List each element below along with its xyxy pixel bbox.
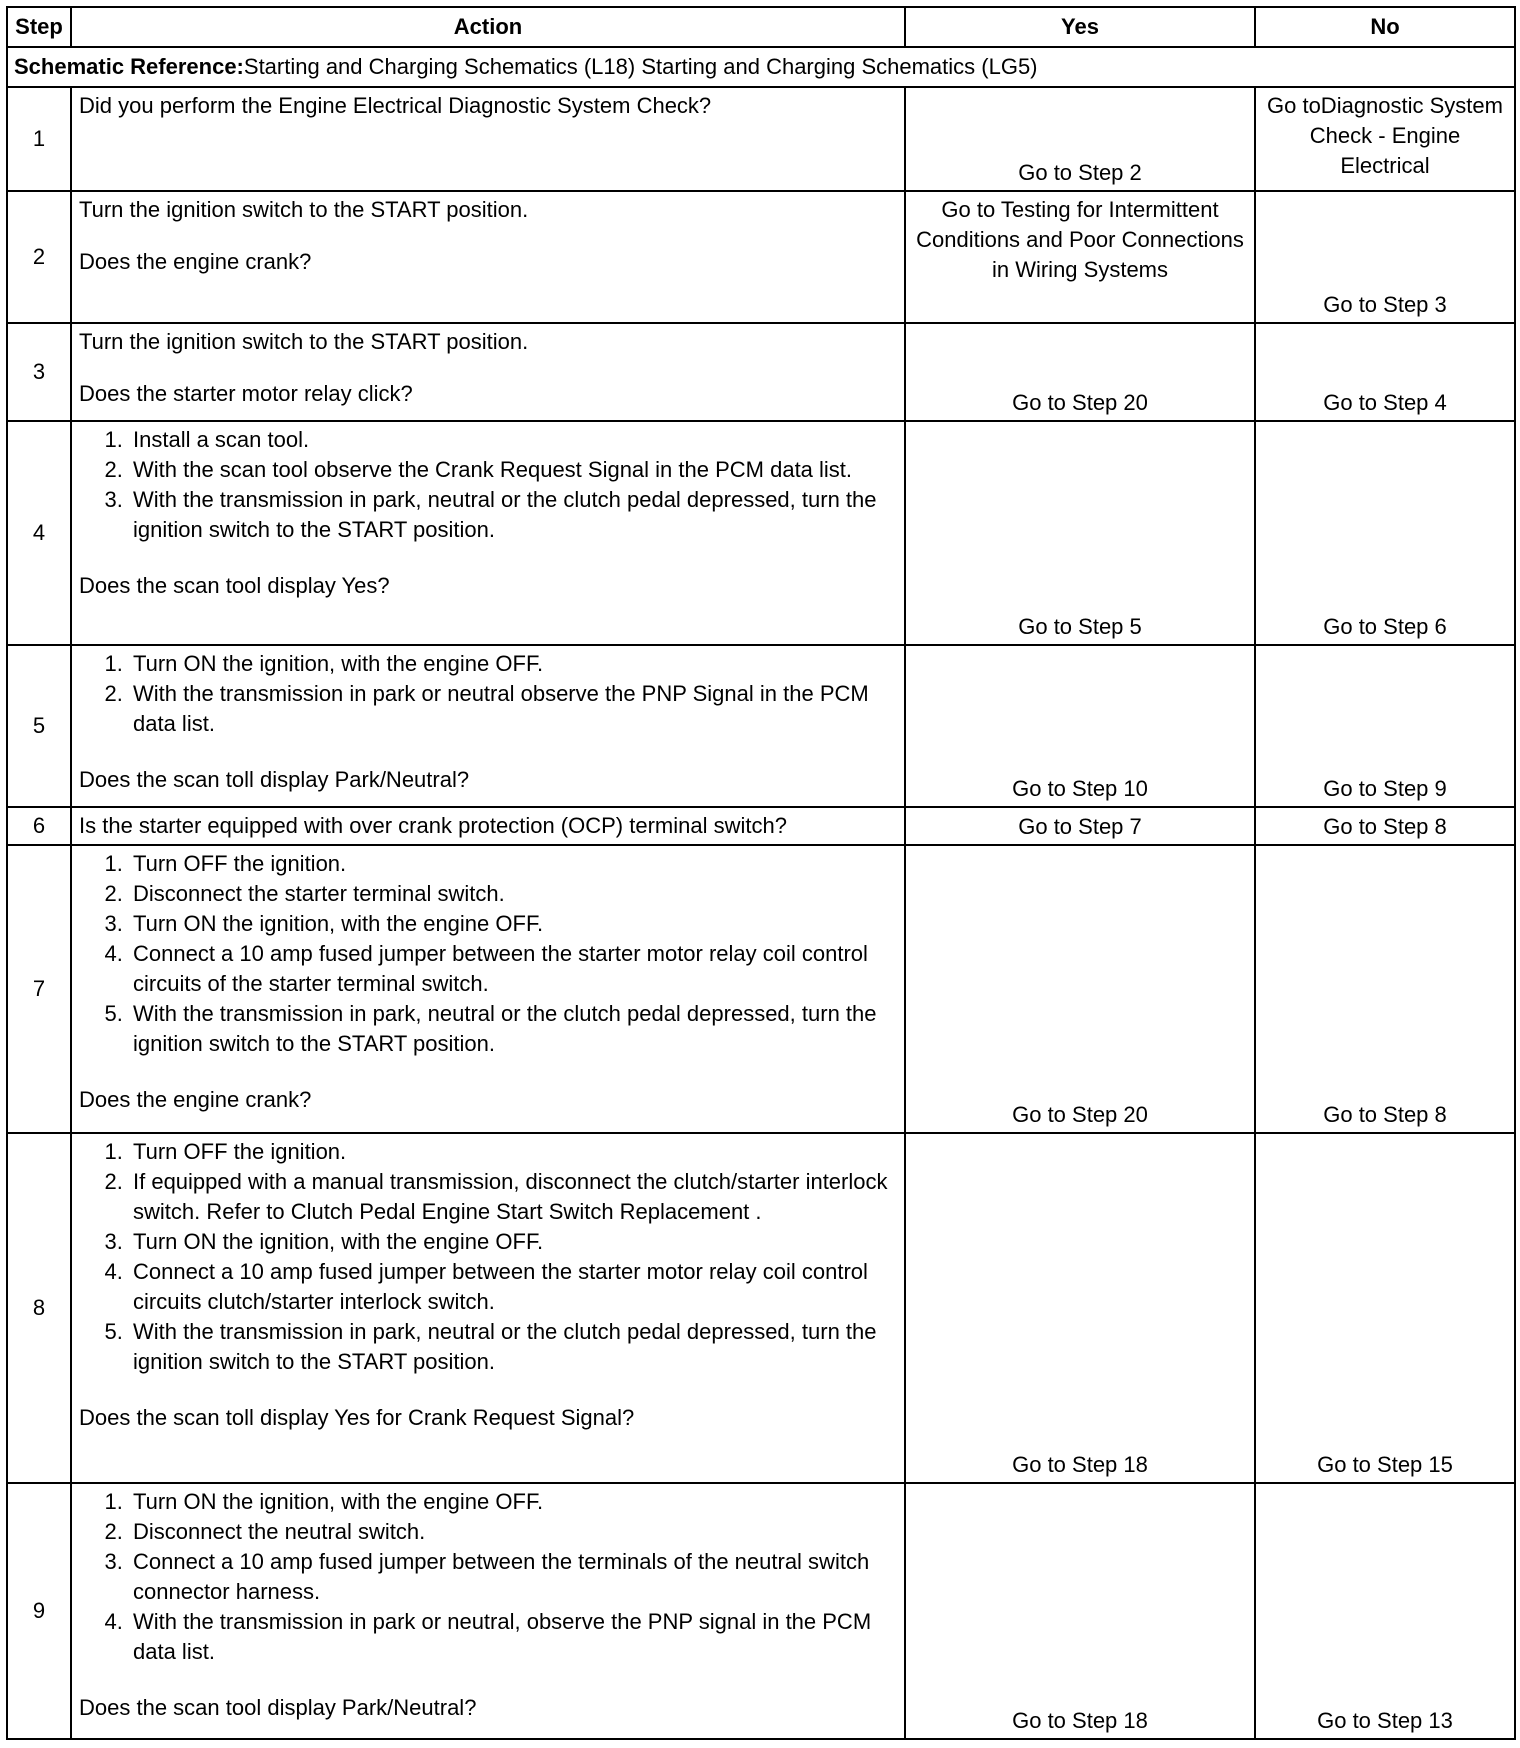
list-item: 5. With the transmission in park, neutral or the clutch pedal depressed, turn the ignition switch to the START position. xyxy=(129,1317,897,1377)
instruction-text: Turn the ignition switch to the START position. xyxy=(79,197,529,222)
yes-cell: Go to Step 20 xyxy=(905,845,1255,1133)
header-step: Step xyxy=(7,7,71,47)
no-cell: Go to Step 4 xyxy=(1255,323,1515,421)
instruction-text: Turn the ignition switch to the START position. xyxy=(79,329,529,354)
question-text: Does the starter motor relay click? xyxy=(79,381,413,406)
schematic-reference xyxy=(7,47,1515,87)
table-row xyxy=(7,807,1515,845)
action-cell xyxy=(71,1133,905,1483)
table-row xyxy=(7,191,1515,323)
instruction-list xyxy=(79,425,897,545)
yes-cell: Go to Step 18 xyxy=(905,1483,1255,1739)
no-cell: Go to Step 8 xyxy=(1255,845,1515,1133)
yes-cell: Go to Testing for Intermittent Conditions and Poor Connections in Wiring Systems xyxy=(905,191,1255,323)
list-item: 2. Disconnect the starter terminal switch. xyxy=(129,879,897,909)
list-item: 1. Turn OFF the ignition. xyxy=(129,849,897,879)
action-cell xyxy=(71,845,905,1133)
list-item: 3. With the transmission in park, neutral or the clutch pedal depressed, turn the ignition switch to the START position. xyxy=(129,485,897,545)
question-text: Does the scan toll display Yes for Crank Request Signal? xyxy=(79,1405,635,1430)
instruction-list xyxy=(79,1137,897,1377)
list-item: 1. Turn ON the ignition, with the engine OFF. xyxy=(129,649,897,679)
no-cell: Go to Step 15 xyxy=(1255,1133,1515,1483)
list-item: 4. With the transmission in park or neutral, observe the PNP signal in the PCM data list. xyxy=(129,1607,897,1667)
header-action: Action xyxy=(71,7,905,47)
no-cell: Go to Step 3 xyxy=(1255,191,1515,323)
no-cell: Go to Step 13 xyxy=(1255,1483,1515,1739)
yes-cell: Go to Step 10 xyxy=(905,645,1255,807)
header-no: No xyxy=(1255,7,1515,47)
diagnostic-table xyxy=(6,6,1516,1740)
action-cell xyxy=(71,645,905,807)
list-item: 2. With the transmission in park or neutral observe the PNP Signal in the PCM data list. xyxy=(129,679,897,739)
action-cell xyxy=(71,323,905,421)
list-item: 4. Connect a 10 amp fused jumper between the starter motor relay coil control circuits clutch/starter interlock switch. xyxy=(129,1257,897,1317)
question-text: Does the scan tool display Yes? xyxy=(79,573,390,598)
table-row xyxy=(7,323,1515,421)
list-item: 3. Turn ON the ignition, with the engine OFF. xyxy=(129,1227,897,1257)
list-item: 2. Disconnect the neutral switch. xyxy=(129,1517,897,1547)
list-item: 2. With the scan tool observe the Crank Request Signal in the PCM data list. xyxy=(129,455,897,485)
instruction-list xyxy=(79,1487,897,1667)
yes-cell: Go to Step 5 xyxy=(905,421,1255,645)
question-text: Does the scan toll display Park/Neutral? xyxy=(79,767,470,792)
list-item: 4. Connect a 10 amp fused jumper between the starter motor relay coil control circuits of the starter terminal switch. xyxy=(129,939,897,999)
list-item: 5. With the transmission in park, neutral or the clutch pedal depressed, turn the ignition switch to the START position. xyxy=(129,999,897,1059)
step-number: 1 xyxy=(7,87,71,191)
list-item: 2. If equipped with a manual transmission, disconnect the clutch/starter interlock switch. Refer to Clutch Pedal Engine Start Switch Replacement . xyxy=(129,1167,897,1227)
table-row xyxy=(7,1483,1515,1739)
no-cell: Go to Step 8 xyxy=(1255,807,1515,845)
list-item: 3. Turn ON the ignition, with the engine OFF. xyxy=(129,909,897,939)
no-cell: Go to Step 9 xyxy=(1255,645,1515,807)
question-text: Does the engine crank? xyxy=(79,249,312,274)
step-number: 6 xyxy=(7,807,71,845)
action-cell xyxy=(71,191,905,323)
yes-cell: Go to Step 20 xyxy=(905,323,1255,421)
question-text: Did you perform the Engine Electrical Diagnostic System Check? xyxy=(79,93,712,118)
instruction-list xyxy=(79,649,897,739)
schematic-text: Starting and Charging Schematics (L18) Starting and Charging Schematics (LG5) xyxy=(243,54,1038,79)
table-row xyxy=(7,1133,1515,1483)
diagnostic-table-container xyxy=(6,6,1514,1740)
no-cell: Go to Step 6 xyxy=(1255,421,1515,645)
action-cell xyxy=(71,421,905,645)
schematic-label: Schematic Reference: xyxy=(14,54,244,79)
yes-cell: Go to Step 7 xyxy=(905,807,1255,845)
question-text: Does the scan tool display Park/Neutral? xyxy=(79,1695,477,1720)
yes-cell: Go to Step 18 xyxy=(905,1133,1255,1483)
instruction-list xyxy=(79,849,897,1059)
step-number: 4 xyxy=(7,421,71,645)
step-number: 5 xyxy=(7,645,71,807)
step-number: 9 xyxy=(7,1483,71,1739)
action-cell xyxy=(71,807,905,845)
action-cell xyxy=(71,87,905,191)
schematic-row xyxy=(7,47,1515,87)
step-number: 7 xyxy=(7,845,71,1133)
step-number: 8 xyxy=(7,1133,71,1483)
header-yes: Yes xyxy=(905,7,1255,47)
question-text: Does the engine crank? xyxy=(79,1087,312,1112)
list-item: 1. Install a scan tool. xyxy=(129,425,897,455)
yes-cell: Go to Step 2 xyxy=(905,87,1255,191)
list-item: 3. Connect a 10 amp fused jumper between the terminals of the neutral switch connector harness. xyxy=(129,1547,897,1607)
action-cell xyxy=(71,1483,905,1739)
header-row xyxy=(7,7,1515,47)
list-item: 1. Turn ON the ignition, with the engine OFF. xyxy=(129,1487,897,1517)
table-row xyxy=(7,645,1515,807)
table-row xyxy=(7,845,1515,1133)
table-row xyxy=(7,421,1515,645)
table-row xyxy=(7,87,1515,191)
step-number: 3 xyxy=(7,323,71,421)
no-cell: Go toDiagnostic System Check - Engine Electrical xyxy=(1255,87,1515,191)
step-number: 2 xyxy=(7,191,71,323)
question-text: Is the starter equipped with over crank protection (OCP) terminal switch? xyxy=(79,813,787,838)
list-item: 1. Turn OFF the ignition. xyxy=(129,1137,897,1167)
